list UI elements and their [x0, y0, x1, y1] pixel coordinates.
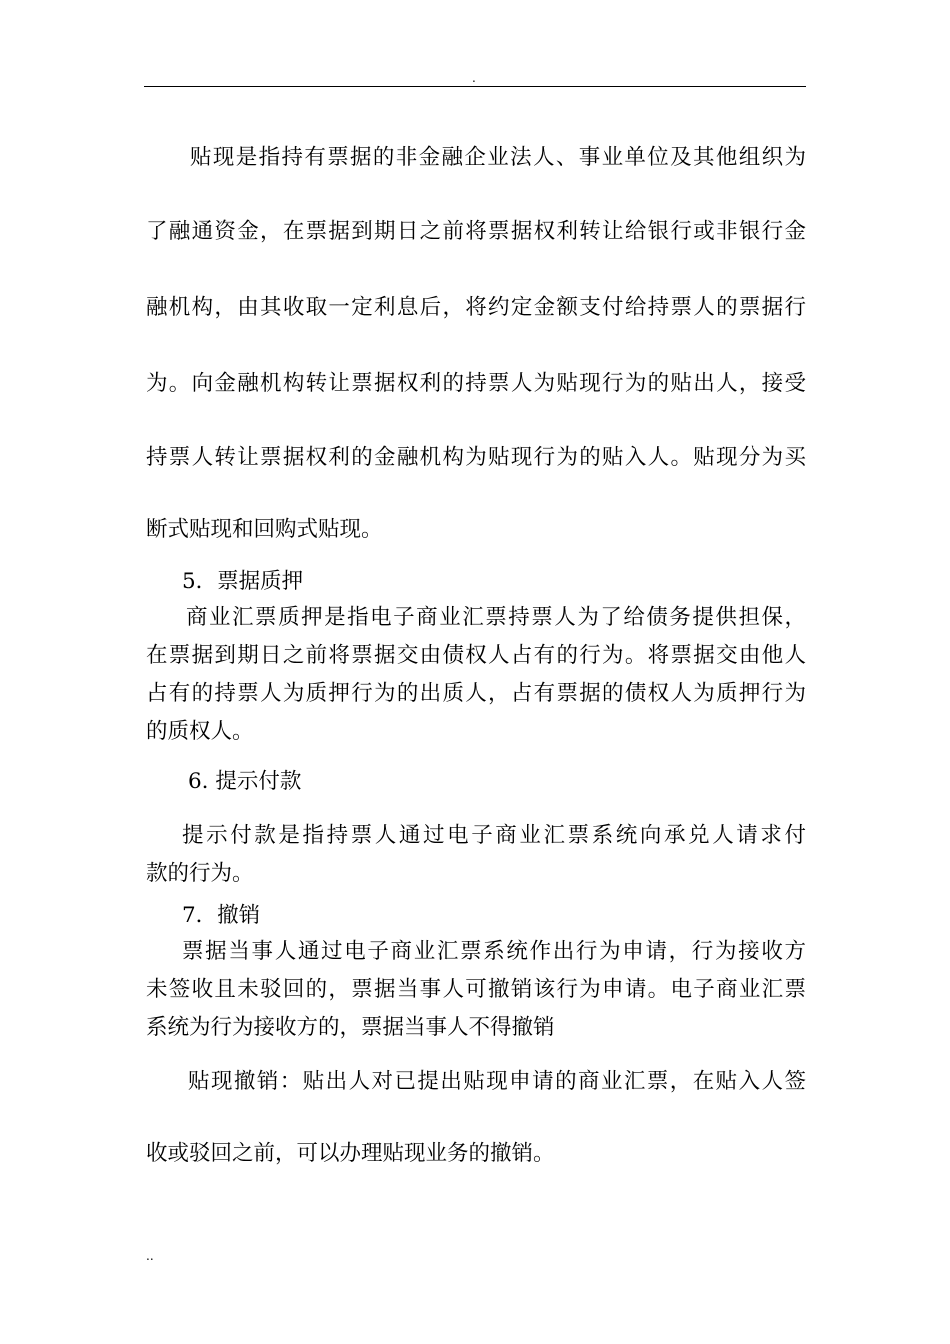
- revocation-line-1: 票据当事人通过电子商业汇票系统作出行为申请，行为接收方: [182, 939, 806, 964]
- header-mark: .: [472, 71, 476, 85]
- pledge-line-4: 的质权人。: [146, 719, 254, 744]
- discount-revocation-line-1: 贴现撤销：贴出人对已提出贴现申请的商业汇票，在贴入人签: [188, 1069, 806, 1094]
- discount-revocation-line-2: 收或驳回之前，可以办理贴现业务的撤销。: [146, 1141, 555, 1166]
- discount-line-5: 持票人转让票据权利的金融机构为贴现行为的贴入人。贴现分为买: [146, 445, 806, 470]
- presentment-heading: 6. 提示付款: [188, 769, 302, 794]
- discount-line-1: 贴现是指持有票据的非金融企业法人、事业单位及其他组织为: [190, 145, 806, 170]
- pledge-line-1: 商业汇票质押是指电子商业汇票持票人为了给债务提供担保，: [186, 605, 806, 630]
- discount-line-6: 断式贴现和回购式贴现。: [146, 517, 383, 542]
- discount-line-2: 了融通资金，在票据到期日之前将票据权利转让给银行或非银行金: [146, 219, 806, 244]
- revocation-line-2: 未签收且未驳回的，票据当事人可撤销该行为申请。电子商业汇票: [146, 977, 806, 1002]
- discount-line-3: 融机构，由其收取一定利息后，将约定金额支付给持票人的票据行: [146, 295, 806, 320]
- discount-line-4: 为。向金融机构转让票据权利的持票人为贴现行为的贴出人，接受: [146, 371, 806, 396]
- presentment-line-1: 提示付款是指持票人通过电子商业汇票系统向承兑人请求付: [182, 823, 806, 848]
- pledge-line-3: 占有的持票人为质押行为的出质人，占有票据的债权人为质押行为: [146, 681, 806, 706]
- header-rule: [144, 86, 806, 87]
- revocation-heading: 7．撤销: [182, 903, 261, 928]
- pledge-heading: 5．票据质押: [182, 569, 304, 594]
- pledge-line-2: 在票据到期日之前将票据交由债权人占有的行为。将票据交由他人: [146, 643, 806, 668]
- revocation-line-3: 系统为行为接收方的，票据当事人不得撤销: [146, 1015, 555, 1040]
- presentment-line-2: 款的行为。: [146, 861, 254, 886]
- footer-mark: ..: [146, 1249, 154, 1263]
